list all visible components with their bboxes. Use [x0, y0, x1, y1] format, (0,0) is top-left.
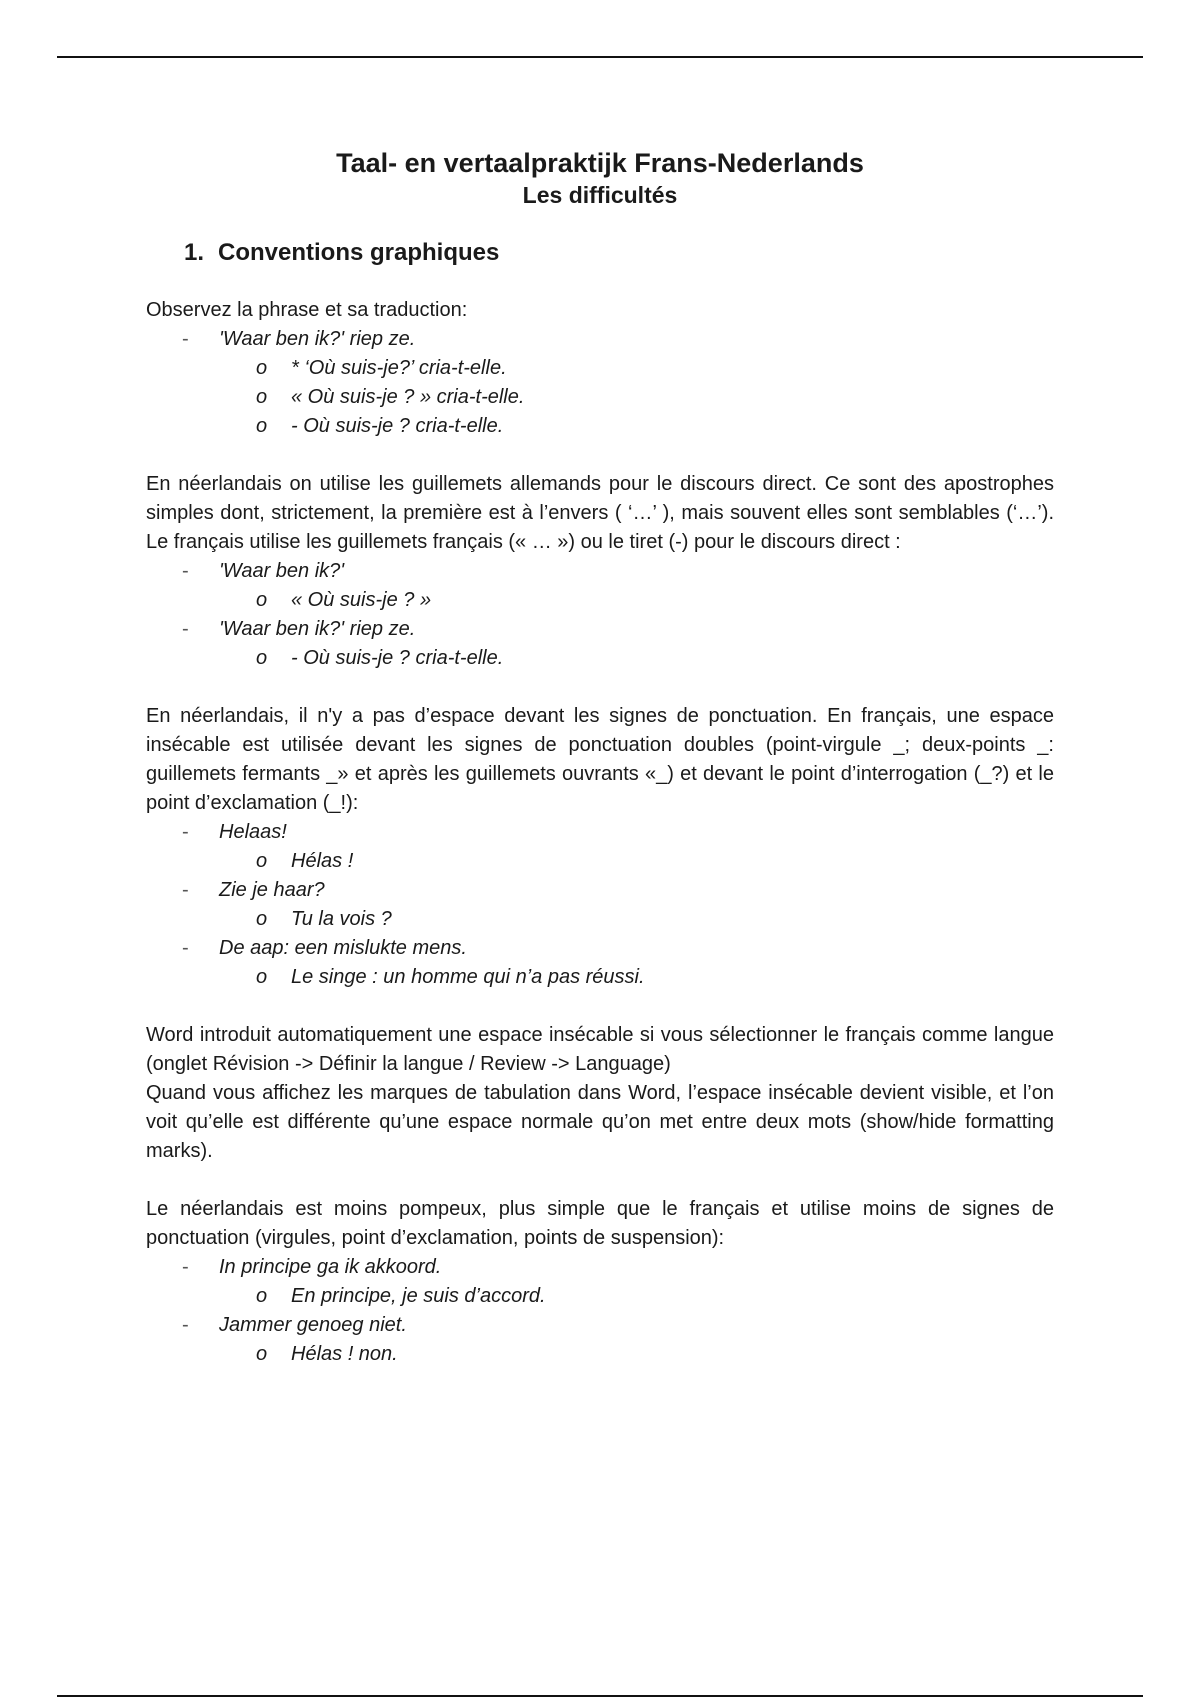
- translation-item: [146, 1340, 1054, 1369]
- translation-item: [146, 644, 1054, 673]
- translation-list: [219, 1282, 1054, 1311]
- french-translation: Hélas ! non.: [291, 1343, 398, 1365]
- o-bullet: o: [256, 850, 268, 872]
- french-translation: Le singe : un homme qui n’a pas réussi.: [291, 966, 645, 988]
- dutch-example: In principe ga ik akkoord.: [219, 1256, 442, 1278]
- translation-list: [219, 354, 1054, 441]
- document-body: [146, 146, 1054, 1369]
- paragraph: En néerlandais on utilise les guillemets allemands pour le discours direct. Ce sont des apostrophes simples dont, strictement, la première est à l’envers ( ‘…’ ), mais souvent elles sont semblables (‘…’). Le français utilise les guillemets français (« … ») ou le tiret (-) pour le discours direct :: [146, 473, 1054, 553]
- dash-bullet: -: [182, 618, 189, 640]
- dash-bullet: -: [182, 1256, 189, 1278]
- translation-list: [219, 644, 1054, 673]
- translation-list: [219, 1340, 1054, 1369]
- dutch-example: Jammer genoeg niet.: [219, 1314, 407, 1336]
- translation-list: [219, 905, 1054, 934]
- example-list: [146, 1253, 1054, 1369]
- dutch-example: Helaas!: [219, 821, 287, 843]
- o-bullet: o: [256, 1343, 268, 1365]
- translation-list: [219, 963, 1054, 992]
- paragraph: Quand vous affichez les marques de tabulation dans Word, l’espace insécable devient visible, et l’on voit qu’elle est différente qu’une espace normale qu’on met entre deux mots (show/hide formatting marks).: [146, 1082, 1054, 1162]
- french-translation: - Où suis-je ? cria-t-elle.: [291, 647, 504, 669]
- spacer: [146, 441, 1054, 470]
- bottom-rule: [57, 1695, 1143, 1697]
- dutch-example: 'Waar ben ik?' riep ze.: [219, 618, 416, 640]
- translation-item: [146, 412, 1054, 441]
- french-translation: * ‘Où suis-je?’ cria-t-elle.: [291, 357, 507, 379]
- dash-bullet: -: [182, 821, 189, 843]
- french-translation: En principe, je suis d’accord.: [291, 1285, 546, 1307]
- list-item: [146, 1253, 1054, 1311]
- example-list: [146, 818, 1054, 992]
- document-title: Taal- en vertaalpraktijk Frans-Nederlands: [336, 148, 864, 178]
- o-bullet: o: [256, 357, 268, 379]
- dash-bullet: -: [182, 1314, 189, 1336]
- dutch-example: 'Waar ben ik?': [219, 560, 345, 582]
- o-bullet: o: [256, 908, 268, 930]
- translation-item: [146, 1282, 1054, 1311]
- translation-item: [146, 383, 1054, 412]
- dutch-example: 'Waar ben ik?' riep ze.: [219, 328, 416, 350]
- o-bullet: o: [256, 966, 268, 988]
- translation-list: [219, 847, 1054, 876]
- paragraph: Le néerlandais est moins pompeux, plus simple que le français et utilise moins de signes de ponctuation (virgules, point d’exclamation, points de suspension):: [146, 1198, 1054, 1249]
- dutch-example: De aap: een mislukte mens.: [219, 937, 467, 959]
- dash-bullet: -: [182, 879, 189, 901]
- spacer: [146, 673, 1054, 702]
- spacer: [146, 1166, 1054, 1195]
- french-translation: « Où suis-je ? »: [291, 589, 432, 611]
- spacer: [146, 992, 1054, 1021]
- example-list: [146, 557, 1054, 673]
- list-item: [146, 818, 1054, 876]
- list-item: [146, 1311, 1054, 1369]
- list-item: [146, 325, 1054, 441]
- paragraph: En néerlandais, il n'y a pas d’espace devant les signes de ponctuation. En français, une espace insécable est utilisée devant les signes de ponctuation doubles (point-virgule _; deux-points _: guillemets fermants _» et après les guillemets ouvrants «_) et devant le point d’interrogation (_?) et le point d’exclamation (_!):: [146, 705, 1054, 814]
- list-item: [146, 934, 1054, 992]
- intro-text: Observez la phrase et sa traduction:: [146, 299, 468, 321]
- example-list: [146, 325, 1054, 441]
- paragraph: Word introduit automatiquement une espace insécable si vous sélectionner le français comme langue (onglet Révision -> Définir la langue / Review -> Language): [146, 1024, 1054, 1075]
- french-translation: « Où suis-je ? » cria-t-elle.: [291, 386, 525, 408]
- french-translation: Tu la vois ?: [291, 908, 392, 930]
- dash-bullet: -: [182, 560, 189, 582]
- dutch-example: Zie je haar?: [219, 879, 325, 901]
- translation-item: [146, 905, 1054, 934]
- list-item: [146, 615, 1054, 673]
- dash-bullet: -: [182, 937, 189, 959]
- list-item: [146, 557, 1054, 615]
- section-title: Conventions graphiques: [218, 239, 500, 266]
- o-bullet: o: [256, 647, 268, 669]
- o-bullet: o: [256, 589, 268, 611]
- french-translation: Hélas !: [291, 850, 354, 872]
- o-bullet: o: [256, 1285, 268, 1307]
- section-heading: [184, 236, 1054, 270]
- o-bullet: o: [256, 386, 268, 408]
- translation-list: [219, 586, 1054, 615]
- translation-item: [146, 847, 1054, 876]
- o-bullet: o: [256, 415, 268, 437]
- translation-item: [146, 586, 1054, 615]
- translation-item: [146, 963, 1054, 992]
- dash-bullet: -: [182, 328, 189, 350]
- french-translation: - Où suis-je ? cria-t-elle.: [291, 415, 504, 437]
- document-subtitle: Les difficultés: [522, 182, 678, 208]
- list-item: [146, 876, 1054, 934]
- translation-item: [146, 354, 1054, 383]
- section-number: 1.: [184, 239, 205, 266]
- top-rule: [57, 56, 1143, 58]
